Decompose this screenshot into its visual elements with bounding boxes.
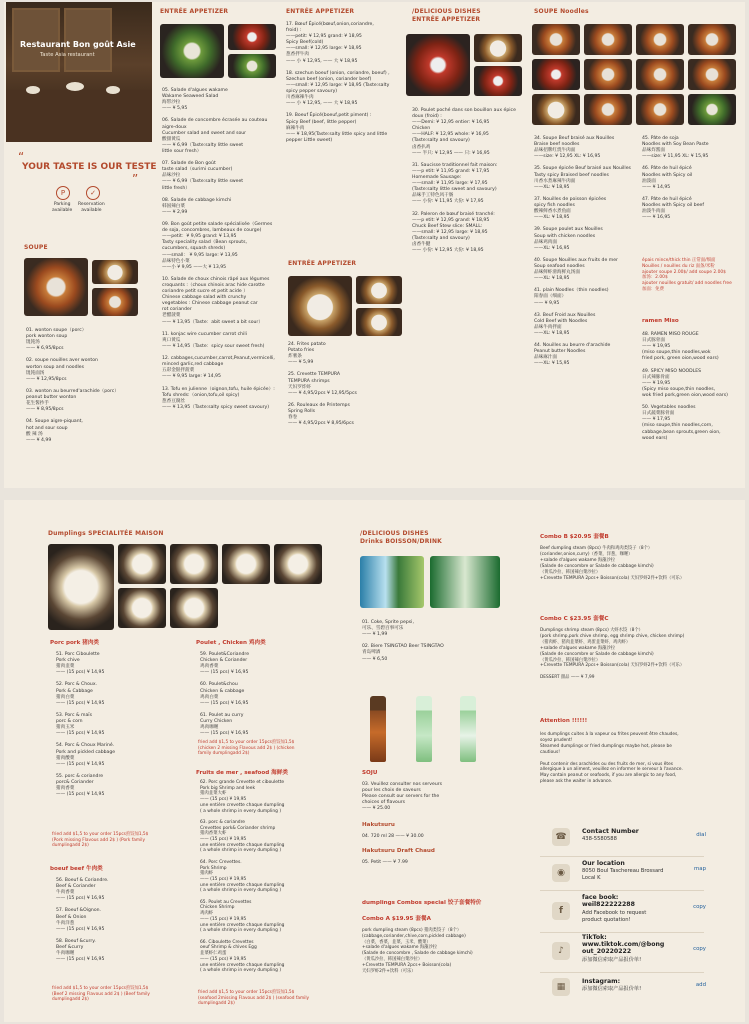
sausage-photo [474, 34, 522, 62]
noodles-note: épais mince/thick thin 正常面/细面 Nouilles / nouilles du riz 面条/米粉 ajouter soupe 2.00$/ add soupe 2.00$ 加汤：2.00$ ajouter nouilles gratuit/ add noodles free 加面：免费 [642, 258, 732, 292]
dumpling-photo [170, 588, 218, 628]
combo-c-items: Dumplings shrimp steam (8pcs) 大虾水饺（8个） (pork shrimp,pork chive shrimp, egg shrimp chive, chicken shrimp) （猪肉虾、猪肉韭菜虾、鸡蛋韭菜虾、鸡肉虾） +salade d'algues wakame 海藻沙拉 (Salade de concombre or Salade de cabbage kimchi) （黄瓜沙拉、韩国辣白菜沙拉） +Crevette TEMPURA 2pcs+ Boisson(cola) 天妇罗虾2件+饮料（可乐） DESSERT 甜品 —— ¥ 7,99 [540, 628, 685, 681]
entree1-photo [160, 24, 224, 78]
dumpling-photo [222, 544, 270, 584]
restaurant-name: Restaurant Bon goût Asie [20, 40, 136, 49]
location-title: Our location [582, 860, 625, 867]
location-pin-icon: ◉ [552, 864, 570, 882]
sake-bottle-photo [370, 696, 386, 762]
boeuf-note: fried add $1,5 to your order 15pcs煎饺加1,5$ (Beef 2 missing Flavous add 2$ ) (Beef family dumplingadd 2$) [52, 986, 150, 1003]
fruits-note: fried add $1,5 to your order 15pcs煎饺加1,5$ (seafood 2missing Flavous add 2$ ) (seafood family dumplingadd 2$) [198, 990, 310, 1007]
noodle-dish-photo [688, 59, 736, 90]
noodle-dish-photo [636, 94, 684, 125]
facebook-text: Add Facebook to request product quotation! [582, 910, 647, 923]
boeuf-items: 56. Boeuf & Coriandre. Beef & Coriander 牛肉香菜 —— (15 pcs) ¥ 16,95 57. Boeuf &Oignon. Beef & Onion 牛肉洋葱 —— (15 pcs) ¥ 16,95 58. Boeuf &curry. Beef &curry 牛肉咖喱 —— (15 pcs) ¥ 16,95 [56, 878, 109, 963]
dumpling-photo [118, 588, 166, 628]
qr-code-icon: ▦ [552, 978, 570, 996]
menu-sheet-top [4, 2, 745, 488]
beef-photo [474, 66, 522, 96]
facebook-title: face book: weil822222288 [582, 894, 635, 908]
delicious-heading: /DELICIOUS DISHES ENTRÉE APPETIZER [412, 8, 481, 23]
poulet-heading: Poulet , Chicken 鸡肉类 [196, 640, 266, 646]
combo-a-items: pork dumpling steam (8pcs) 猪肉类饺子（8个） (cabbage,coriander,chive,corn,pickled cabbage) （白菜，香菜，韭菜，玉米，酸菜） +salade d'algues wakame 海藻沙拉 (Salade de concombre , Salade de cabbage kimchi) （黄瓜沙拉、韩国辣白菜沙拉） +Crevette TEMPURA 2pcs+ Boisson(cola) 天妇罗虾2件+饮料（可乐） [362, 928, 473, 974]
spring-rolls-photo [356, 308, 402, 336]
contact-phone: 438-5580588 [582, 836, 617, 842]
fruits-items: 62. Porc grande Crevette et ciboulette Pork big Shrimp and leek 猪肉韭菜大虾 —— (15 pcs) ¥ 19,95 une entière crevette chaque dumpling ( a whole shrimp in every dumpling ) 63. porc & coriandre Crevettes pork& Coriander shrimp 猪肉香菜大虾 —— (15 pcs) ¥ 19,95 une entière crevette chaque dumpling ( a whole shrimp in every dumpling ) 64. Porc Crevettes. Pork Shrimp 猪肉虾 —— (15 pcs) ¥ 19,95 une entière crevette chaque dumpling ( a whole shrimp in every dumpling ) 65. Poulet au Crevettes Chicken Shrimp 鸡肉虾 —— (15 pcs) ¥ 19,95 une entière crevette chaque dumpling ( a whole shrimp in every dumpling ) 66. Ciboulette Crevettes oeuf Shrimp & chives Egg 韭菜虾仁鸡蛋 —— (15 pcs) ¥ 19,95 une entière crevette chaque dumpling ( a whole shrimp in every dumpling ) [200, 780, 285, 974]
tiktok-title: TikTok: www.tiktok.com/@bong out_20220222 [582, 934, 665, 955]
menu-sheet-bottom [4, 500, 745, 1022]
noodles-photo-grid [532, 24, 738, 128]
entree2-items: 17. Bœuf Épicé(bœuf,onion,coriandre, froid) : ——petit: ¥ 12,95 grand: ¥ 18,95 Spicy Beef(cold) ——small: ¥ 12,95 large: ¥ 18,95 葱香拌牛肉 —— 小 ¥ 12,95, —— 大 ¥ 18,95 18. szechun boeuf (onion, coriandre, boeuf) , Szechun beef (onion, coriander beef) ——small: ¥ 12,95 large: ¥ 18,95 (Taste:salty spicy pepper savoury) 川香麻辣牛肉 —— 小 ¥ 12,95, —— 大 ¥ 18,95 19. Boeuf Épicé(boeuf,petit piment) : Spicy Beef (beef, little pepper) 麻辣牛肉 —— ¥ 18,95(Taste:salty little spicy and little pepper Little sweet) [286, 22, 390, 143]
noodle-dish-photo [636, 24, 684, 55]
drinks-items: 01. Coke, Sprite pepsi, 可乐、雪碧百事可乐 —— ¥ 1,99 02. Biere TSINGTAO Beer TSINGTAO 青岛啤酒 —— ¥ 6,50 [362, 620, 444, 662]
instagram-title: Instagram: [582, 978, 621, 985]
entree3-items: 24. Frites patato Potato fries 炸薯条 —— ¥ 5,99 25. Crevette TEMPURA TEMPURA shrimps 天妇罗炸虾 —— ¥ 4,95/2pcs ¥ 12,95/5pcs 26. Rouleaux de Printemps Spring Rolls 春卷 —— ¥ 4,95/2pcs ¥ 8,95/6pcs [288, 342, 357, 427]
location-address: 8050 Boul Taschereau Brossard Local K [582, 868, 664, 881]
map-link[interactable]: map [694, 866, 706, 872]
ramen-heading: ramen Miso [642, 318, 679, 324]
tiktok-icon: ♪ [552, 942, 570, 960]
entree3-heading: ENTRÉE APPETIZER [288, 260, 357, 267]
porc-note: fried add $1,5 to your order 15pcs煎饺加1,5$ (Pork missing Flavous add 2$ ) (Pork family dumplingadd 2$) [52, 832, 149, 849]
contact-title: Contact Number [582, 828, 639, 835]
contact-card-phone[interactable] [540, 822, 704, 857]
reservation-icon: ✓ [86, 186, 100, 200]
entree2-heading: ENTRÉE APPETIZER [286, 8, 355, 15]
noodle-dish-photo [584, 94, 632, 125]
drinks-heading: /DELICIOUS DISHES Drinks BOISSON/DRINK [360, 530, 443, 545]
instagram-text: 添加微信索取产品报价单! [582, 986, 642, 992]
combo-b-items: Beef dumpling steam (8pcs) 牛肉和鸡肉类饺子（8个） (coriander,onion,curry)（香菜，洋葱，咖喱） +salade d'algues wakame 海藻沙拉 (Salade de concombre or Salade de cabbage kimchi) （黄瓜沙拉、韩国辣白菜沙拉） +Crevette TEMPURA 2pcs+ Boisson(cola) 天妇罗虾2件+饮料（可乐） [540, 546, 685, 581]
fries-photo [356, 276, 402, 304]
entree1-items: 05. Salade d'algues wakame Wakame Seaweed Salad 海带沙拉 —— ¥ 5,95 06. Salade de concombre écrasée au couteau aigre-doux Cucumber salad and sweet and sour 酸甜黄瓜 —— ¥ 6,99（Taste:salty little sweet little sour fresh） 07. Salade de Bon goût taste salad（surimi cucumber) 品味沙拉 —— ¥ 6,99（Taste:salty little sweet little fresh） 08. Salade de cabbage kimchi 韩国辣白菜 —— ¥ 2,99 09. Bon goût petite salade spécialisée（Germes de soja, concombres, lambeaux de courge) ——petit：¥ 9,95 grand: ¥ 13,95 Tasty speciality salad（Bean sprouts, cucumbers, squash shreds) ——small： ¥ 9,95 large: ¥ 13,95 品味特色小菜 ——小 ¥ 9,95 ——大 ¥ 13,95 10. Salade de choux chinois râpé aux légumes croquants :（choux chinois arac hide carotte coriandre petit sucre et petit acide ） Chinese cabbage salad with crunchy vegetables : Chinese cabbage peanut car rot coriander 老醋菠菜 —— ¥ 13,95（Taste：abit sweet a bit sour） 11. konjac wire cucumber carrot chili 爽口黄瓜 —— ¥ 14,95（Taste：spicy sour sweet fresh) 12. cabbages,cucumber,carrot,Peanut,vermicelli, minced garlic,red cabbage 五彩金银拌菠菜 —— ¥ 9,95 large: ¥ 14,95 13. Tofu en julienne（oignon,tofu, huile épicée）: Tofu shreds:（onion,tofu,oil spicy) 葱香豆腐丝 —— ¥ 13,95（Taste:salty spicy sweet savoury) [162, 88, 275, 410]
copy-facebook-link[interactable]: copy [693, 904, 706, 910]
entree1-photo [228, 54, 276, 78]
dumpling-photo [118, 544, 166, 584]
tiktok-text: 添加微信索取产品报价单! [582, 957, 642, 963]
quote-open-icon: “ [18, 150, 25, 164]
soupe-photo [92, 288, 138, 316]
chicken-photo [406, 34, 470, 96]
dumplings-photo-grid [48, 544, 324, 632]
parking-label: Parking available [52, 202, 73, 213]
noodle-dish-photo [688, 94, 736, 125]
reservation-label: Reservation available [78, 202, 105, 213]
dial-link[interactable]: dial [696, 832, 706, 838]
delicious-items: 30. Poulet poché dans son bouillon aux épice doux (froid) : ——Demi: ¥ 12,95 entier: ¥ 16,95 Chicken ——HALF: ¥ 12,95 whole: ¥ 16,95 (Taste:salty and savoury) 卤香扒鸡 —— 半只: ¥ 12,95 —— 只: ¥ 16,95 31. Saucisse traditionnel fait maison: ——p etit: ¥ 11,95 grand: ¥ 17,95 Homemade Sausage: ——small: ¥ 11,95 large: ¥ 17,95 (Taste:salty little sweet and savoury) 品味手工特色风干肠 —— 小份: ¥ 11,95 大份: ¥ 17,95 32. Paleron de bœuf braisé tranché: ——p etit: ¥ 12,95 grand: ¥ 18,95 Chuck Beef Stew slice: SMALL: ——small: ¥ 12,95 large: ¥ 18,95 (Taste:salty and savoury) 卤香牛腱 —— 小份: ¥ 12,95 大份: ¥ 18,95 [412, 108, 516, 254]
noodle-dish-photo [532, 94, 580, 125]
noodles-items-2: 45. Pâte de soja Noodles with Soy Bean Paste 品味炸酱面 ——size: ¥ 11,95 XL: ¥ 15,95 46. Pâte de huil épicé Noodles with Spicy oil 油泼面 —— ¥ 14,95 47. Pâte de huil épicé Noodles with Spicy oil beef 油泼牛肉面 —— ¥ 16,95 [642, 136, 709, 221]
soju-bottle-photo [460, 696, 476, 762]
soupe-photo [92, 260, 138, 284]
ramen-items: 48. RAMEN MISO ROUGE 日式豚骨面 —— ¥ 19,95 (miso soupe,thin noodles,wok fried pork, green oion,wood ears) 49. SPICY MISO NOODLES 日式辣豚骨面 —— ¥ 19,95 (Spicy miso soupe,thin noodles, wok fried pork,green oion,wood ears) 50. Vegetables noodles 日式蔬菜豚骨面 —— ¥ 17,95 (miso soupe,thin noodles,corn, cabbage,bean sprouts,green oion, wood ears) [642, 332, 728, 441]
entree1-heading: ENTRÉE APPETIZER [160, 8, 229, 15]
tempura-photo [288, 276, 352, 336]
dumpling-photo [48, 544, 114, 630]
soupe-heading: SOUPE [24, 244, 48, 251]
contact-card-facebook[interactable] [540, 890, 704, 933]
dumpling-photo [274, 544, 322, 584]
hakutsuru-draft-items: 05. Petit —— ¥ 7.99 [362, 860, 408, 865]
parking-icon: P [56, 186, 70, 200]
noodle-dish-photo [584, 24, 632, 55]
restaurant-photo [6, 2, 152, 142]
poulet-note: fried add $1,5 to your order 15pcs煎饺加1,5$ (chicken 2 missing Flavous add 2$ ) (chicken family dumplingadd 2$) [198, 740, 295, 757]
noodle-dish-photo [584, 59, 632, 90]
contact-card-location[interactable] [540, 856, 704, 891]
dumpling-photo [170, 544, 218, 584]
quote-close-icon: ” [132, 172, 139, 186]
poulet-items: 59. Poulet&Coriandre Chicken & Coriander 鸡肉香菜 —— (15 pcs) ¥ 16,95 60. Poulet&chou Chicken & cabbage 鸡肉白菜 —— (15 pcs) ¥ 16,95 61. Poulet au curry Curry Chicken 鸡肉咖喱 —— (15 pcs) ¥ 16,95 [200, 652, 250, 737]
attention-title: Attention !!!!!! [540, 718, 588, 724]
combo-b-title: Combo B $20.95 套餐B [540, 534, 609, 540]
hakutsuru-items: 04. 720 ml 28 —— ¥ 30.00 [362, 834, 424, 839]
noodle-dish-photo [636, 59, 684, 90]
combo-c-title: Combo C $23.95 套餐C [540, 616, 609, 622]
add-instagram-link[interactable]: add [695, 982, 706, 988]
soupe-items: 01. wonton soupe（porc） pork wonton soup 馄饨汤 —— ¥ 6,95/8pcs 02. soupe nouilles aver wonton worton soup and noodles 馄饨面汤 —— ¥ 12,95/8pcs 03. wonton au beurred'arachide（porc） peanut butter wonton 花生酱抄手 —— ¥ 8,95/8pcs 04. Soupe aigre-piquant, hot and sour soup 酸 辣 汤 —— ¥ 4,99 [26, 328, 119, 443]
combos-heading: dumplings Combos special 饺子套餐特价 [362, 900, 482, 906]
soju-items: 03. Veuillez consulter nos serveurs pour les choix de saveurs Please consult our servers for the choices of flavours —— ¥ 25.00 [362, 782, 443, 812]
attention-text: les dumplings cuites à la vapeur ou frites peuvent être chaudes, soyez prudent! Steamed dumplings or fried dumplings maybe hot, please be cautious! Peut contenir des arachides ou des fruits de mer, si vous êtes allergique à un aliment, veuillez en informer le serveur à l'avance. May contain peanut or seafoods, if you are allergic to any food, please ask the waiter in advance. [540, 732, 683, 785]
contact-card-instagram[interactable] [540, 972, 704, 1004]
contact-card-tiktok[interactable] [540, 932, 704, 973]
slogan: YOUR TASTE IS OUR TESTE [22, 162, 157, 172]
dumplings-heading: Dumplings SPECIALITÉE MAISON [48, 530, 164, 537]
noodle-dish-photo [688, 24, 736, 55]
noodle-dish-photo [532, 24, 580, 55]
combo-a-title: Combo A $19.95 套餐A [362, 916, 431, 922]
facebook-icon: f [552, 902, 570, 920]
porc-items: 51. Porc Ciboulette Pork chive 猪肉韭菜 —— (15 pcs) ¥ 14,95 52. Porc & Choux. Pork & Cabbage 猪肉白菜 —— (15 pcs) ¥ 14,95 53. Porc & maïs porc & corn 猪肉玉米 —— (15 pcs) ¥ 14,95 54. Porc & Choux Mariné. Pork and pickled cabbage 猪肉酸菜 —— (15 pcs) ¥ 14,95 55. porc & coriandre porc& Coriander 猪肉香菜 —— (15 pcs) ¥ 14,95 [56, 652, 116, 798]
hakutsuru-draft-heading: Hakutsuru Draft Chaud [362, 848, 435, 854]
noodles-items: 34. Soupe Beuf braisé aux Nouilles Braise beef noodles 品味招牌红烧牛肉面 ——size: ¥ 12,95 XL: ¥ 16,95 35. Soupe épicée Beuf braisé aux Nouilles Tasty spicy Braised beef noodles 川香水煮麻辣牛肉面 ——XL: ¥ 18,95 37. Nouilles de poisson épicées spicy fish noodles 酸辣鲜香水煮鱼面 ——XL: ¥ 18,95 39. Soupe poulet aux Nouilles Soup with chicken noodles 品味鸡肉面 ——XL: ¥ 16,95 40. Soupe Nouilles aux fruits de mer Soup seafood noodles 品味鲜虾滑海鲜丸汤面 ——XL: ¥ 18,95 41. plain Noodles（thin noodles) 阳春面（细面） —— ¥ 9,95 43. Beuf Froid aux Nouilles Cold Beef with Noodles 品味牛肉拌面 ——XL: ¥ 18,95 44. Nouilles au beurre d'arachide Peanut butter Noodles 品味麻汁面 ——XL: ¥ 15,95 [534, 136, 631, 367]
beer-photo [430, 556, 500, 608]
porc-heading: Porc pork 猪肉类 [50, 640, 100, 646]
boeuf-heading: boeuf beef 牛肉类 [50, 866, 103, 872]
soupe-noodles-heading: SOUPE Noodles [534, 8, 589, 15]
soju-bottle-photo [416, 696, 432, 762]
soda-photo [360, 556, 424, 608]
restaurant-tagline: Taste Asia restaurant [40, 52, 95, 58]
noodle-dish-photo [532, 59, 580, 90]
fruits-heading: Fruits de mer , seafood 海鲜类 [196, 770, 288, 776]
soupe-photo [24, 258, 88, 316]
entree1-photo [228, 24, 276, 50]
soju-heading: SOJU [362, 770, 378, 776]
copy-tiktok-link[interactable]: copy [693, 946, 706, 952]
hakutsuru-heading: Hakutsuru [362, 822, 395, 828]
phone-icon: ☎ [552, 828, 570, 846]
